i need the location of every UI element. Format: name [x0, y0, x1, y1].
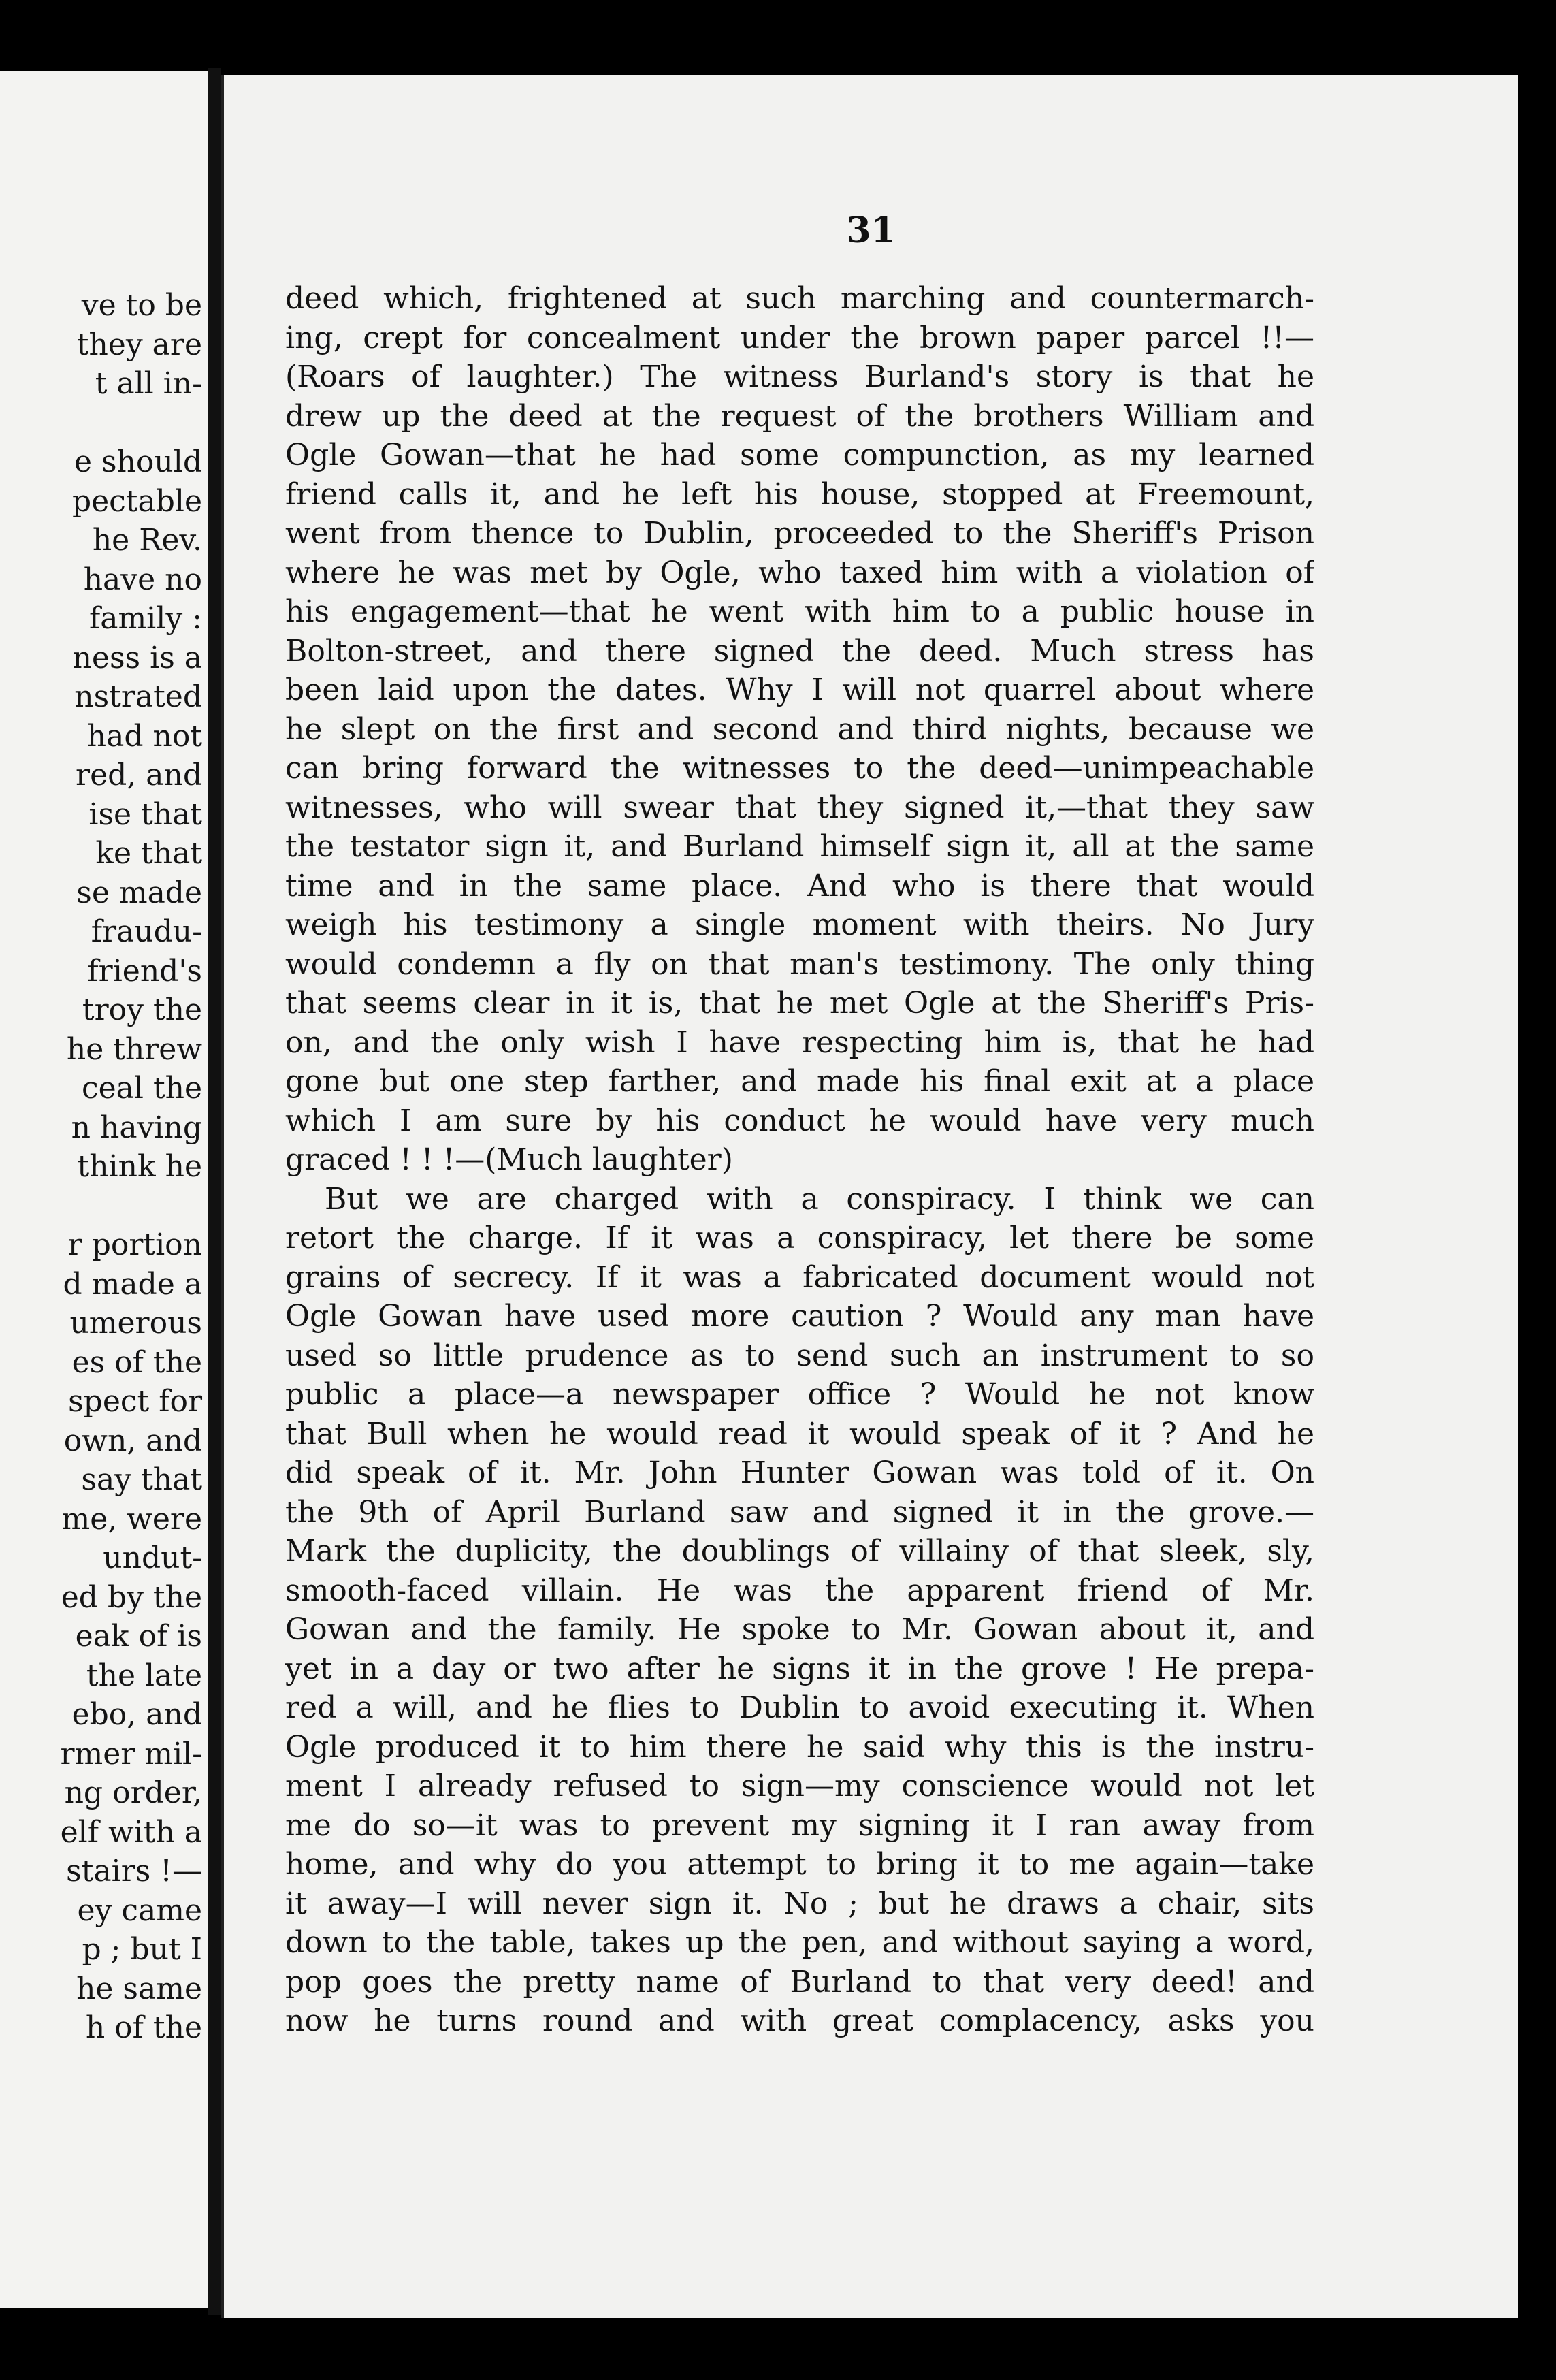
facing-page-line: ebo, and — [71, 1697, 202, 1732]
facing-page-line: say that — [81, 1462, 202, 1497]
facing-page-line: family : — [88, 601, 202, 636]
text-line: grains of secrecy. If it was a fabricated document would not — [285, 1259, 1314, 1295]
text-line: ing, crept for concealment under the brown paper parcel !!— — [285, 320, 1314, 355]
text-line: Gowan and the family. He spoke to Mr. Gowan about it, and — [285, 1612, 1314, 1647]
text-line: smooth-faced villain. He was the apparent friend of Mr. — [285, 1573, 1314, 1608]
facing-page-line: friend's — [87, 953, 202, 988]
text-line: can bring forward the witnesses to the deed—unimpeachable — [285, 751, 1314, 786]
text-line: yet in a day or two after he signs it in the grove ! He prepa- — [285, 1651, 1314, 1686]
facing-page-line: they are — [76, 327, 202, 362]
facing-page-line: he threw — [66, 1031, 202, 1067]
facing-page-line: red, and — [76, 758, 202, 792]
facing-page-line: es of the — [71, 1345, 202, 1380]
facing-page-line: stairs !— — [66, 1854, 202, 1888]
facing-page-line: ceal the — [81, 1071, 202, 1106]
facing-page-line: t all in- — [95, 366, 202, 401]
page-number: 31 — [846, 210, 896, 251]
facing-page-line: nstrated — [74, 679, 202, 714]
text-line: it away—I will never sign it. No ; but he draws a chair, sits — [285, 1886, 1314, 1921]
facing-page-line: troy the — [82, 993, 202, 1027]
facing-page-line: elf with a — [60, 1814, 202, 1850]
page-body-text — [285, 279, 1314, 2041]
facing-page-line: ise that — [88, 797, 202, 832]
facing-page-line: d made a — [63, 1266, 202, 1302]
facing-page-line: had not — [86, 718, 202, 754]
text-line: friend calls it, and he left his house, stopped at Freemount, — [285, 477, 1314, 512]
facing-page-line: he Rev. — [92, 523, 202, 558]
facing-page-line: undut- — [103, 1541, 202, 1575]
facing-page-line: spect for — [68, 1384, 202, 1419]
text-line: that Bull when he would read it would speak of it ? And he — [285, 1416, 1314, 1451]
facing-page-line — [60, 404, 202, 443]
text-line: would condemn a fly on that man's testimony. The only thing — [285, 946, 1314, 982]
text-line: me do so—it was to prevent my signing it I ran away from — [285, 1807, 1314, 1843]
facing-page-line: think he — [77, 1149, 202, 1184]
text-line: the testator sign it, and Burland himself sign it, all at the same — [285, 829, 1314, 864]
text-line: retort the charge. If it was a conspiracy, let there be some — [285, 1221, 1314, 1255]
facing-page-line: ed by the — [61, 1579, 202, 1615]
facing-page-line: pectable — [71, 483, 202, 519]
text-line: red a will, and he flies to Dublin to avoid executing it. When — [285, 1690, 1314, 1725]
text-line: Ogle Gowan have used more caution ? Would any man have — [285, 1299, 1314, 1334]
facing-page-line: ey came — [77, 1893, 202, 1928]
facing-page-line: r portion — [67, 1227, 202, 1262]
facing-page-line: rmer mil- — [60, 1736, 202, 1771]
facing-page-line: h of the — [85, 2010, 202, 2045]
facing-page-line: me, were — [61, 1501, 202, 1537]
text-line: his engagement—that he went with him to a public house in — [285, 594, 1314, 629]
facing-page-line: n having — [71, 1110, 202, 1145]
text-line: pop goes the pretty name of Burland to that very deed! and — [285, 1964, 1314, 1999]
text-line: Bolton-street, and there signed the deed. Much stress has — [285, 633, 1314, 669]
text-line: used so little prudence as to send such an instrument to so — [285, 1338, 1314, 1373]
facing-page-line: p ; but I — [82, 1932, 202, 1967]
facing-page-left — [0, 71, 208, 2308]
paragraph-end-line: graced ! ! !—(Much laughter) — [285, 1142, 733, 1177]
paragraph-start-line: But we are charged with a conspiracy. I think we can — [325, 1181, 1314, 1217]
text-line: did speak of it. Mr. John Hunter Gowan was told of it. On — [285, 1456, 1314, 1490]
text-line: now he turns round and with great complacency, asks you — [285, 2004, 1314, 2038]
facing-page-line: own, and — [63, 1423, 202, 1458]
text-line: Ogle produced it to him there he said why this is the instru- — [285, 1729, 1314, 1765]
facing-page-line: the late — [86, 1658, 202, 1693]
facing-page-line: ke that — [95, 836, 202, 871]
text-line: home, and why do you attempt to bring it to me again—take — [285, 1847, 1314, 1882]
facing-page-line: ng order, — [64, 1775, 202, 1810]
text-line: which I am sure by his conduct he would have very much — [285, 1103, 1314, 1138]
facing-page-line: fraudu- — [91, 914, 202, 949]
facing-page-line: he same — [76, 1971, 202, 2006]
text-line: went from thence to Dublin, proceeded to the Sheriff's Prison — [285, 516, 1314, 551]
text-line: public a place—a newspaper office ? Would he not know — [285, 1377, 1314, 1412]
text-line: witnesses, who will swear that they signed it,—that they saw — [285, 790, 1314, 825]
main-page — [221, 75, 1518, 2318]
text-line: on, and the only wish I have respecting him is, that he had — [285, 1025, 1314, 1060]
text-line: that seems clear in it is, that he met Ogle at the Sheriff's Pris- — [285, 986, 1314, 1020]
facing-page-text — [60, 286, 202, 2048]
facing-page-line: have no — [83, 562, 202, 597]
text-line: weigh his testimony a single moment with theirs. No Jury — [285, 907, 1314, 942]
text-line: deed which, frightened at such marching and countermarch- — [285, 281, 1314, 316]
text-line: Ogle Gowan—that he had some compunction, as my learned — [285, 438, 1314, 472]
text-line: Mark the duplicity, the doublings of villainy of that sleek, sly, — [285, 1534, 1314, 1569]
text-line: time and in the same place. And who is there that would — [285, 868, 1314, 903]
text-line: down to the table, takes up the pen, and without saying a word, — [285, 1925, 1314, 1960]
facing-page-line: umerous — [69, 1306, 202, 1340]
text-line: he slept on the first and second and third nights, because we — [285, 711, 1314, 747]
text-line: drew up the deed at the request of the brothers William and — [285, 398, 1314, 434]
facing-page-line: e should — [74, 445, 202, 479]
book-gutter — [208, 68, 221, 2315]
facing-page-line: ness is a — [72, 640, 202, 675]
text-line: the 9th of April Burland saw and signed it in the grove.— — [285, 1494, 1314, 1530]
facing-page-line: eak of is — [75, 1619, 202, 1654]
text-line: gone but one step farther, and made his final exit at a place — [285, 1064, 1314, 1099]
text-line: where he was met by Ogle, who taxed him with a violation of — [285, 555, 1314, 590]
text-line: been laid upon the dates. Why I will not quarrel about where — [285, 673, 1314, 707]
facing-page-line: se made — [76, 875, 202, 910]
facing-page-line — [60, 1187, 202, 1226]
text-line: ment I already refused to sign—my conscience would not let — [285, 1769, 1314, 1803]
facing-page-line: ve to be — [81, 288, 202, 323]
text-line: (Roars of laughter.) The witness Burland's story is that he — [285, 359, 1314, 394]
